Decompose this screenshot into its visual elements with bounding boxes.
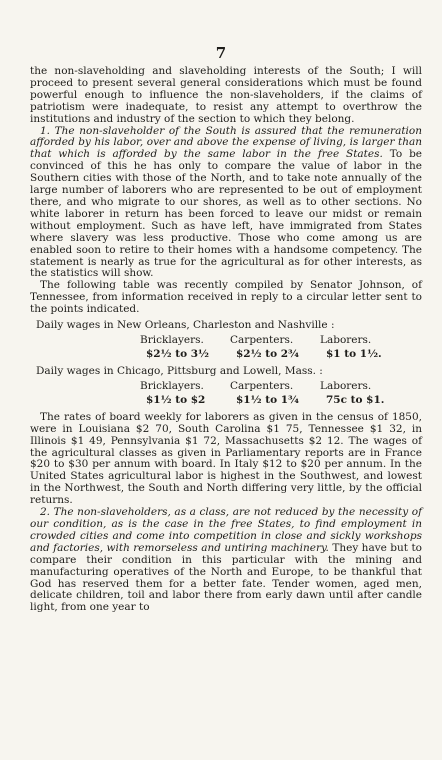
paragraph-intro: the non-slaveholding and slaveholding interests of the South; I will proceed to present several general considerations which must be found powerful enough to influence the non-slaveholders, if the claims of patriotism were inadequate, to resist any attempt to overthrow the institutions and industry of the section to which they belong.: [30, 65, 422, 125]
table-1-value-laborers: $1 to 1½.: [326, 347, 382, 360]
table-2-header-laborers: Laborers.: [320, 379, 372, 392]
paragraph-board-rates: The rates of board weekly for laborers as given in the census of 1850, were in Louisiana $2 70, South Carolina $1 75, Tennessee $1 32, in Illinois $1 49, Pennsylvania $1 72, Massachusetts $2 12. The wages of the agricultural classes as given in Parliamentary reports are in France $20 to $30 per annum with board. In Italy $12 to $20 per annum. In the United States agricultural labor is highest in the Southwest, and lowest in the Northwest, the South and North differing very little, by the official returns.: [30, 410, 422, 507]
page-number: 7: [215, 44, 227, 62]
table-1-header-bricklayers: Bricklayers.: [140, 333, 204, 346]
point-2-body: They have but to compare their condition in this particular with the mining and manufacturing operatives of the North and Europe, to be thankful that God has reserved them for a better fate. Tender women, aged men, delicate children, toil and labor there from early dawn until after candle light, from one year to: [30, 541, 422, 614]
table-1-caption: Daily wages in New Orleans, Charleston and Nashville :: [36, 319, 335, 332]
body-text: [30, 66, 422, 614]
paragraph-point-1: [30, 126, 422, 281]
paragraph-point-2: [30, 507, 422, 614]
wages-table-1: [140, 334, 422, 360]
point-1-body: To be convinced of this he has only to compare the value of labor in the Southern cities with those of the North, and to take note annually of the large number of laborers who are represented to be out of employment there, and who migrate to our shores, as well as to other sections. No white laborer in return has been forced to leave our midst or remain without employment. Such as have left, have immigrated from States where slavery was less productive. Those who come among us are enabled soon to retire to their homes with a handsome competency. The statement is nearly as true for the agricultural as for other interests, as the statistics will show.: [30, 148, 423, 280]
point-1-heading: 1. The non-slaveholder of the South is assured that the remuneration afforded by his labor, over and above the expense of living, is larger than that which is afforded by the same labor in the free States.: [30, 124, 422, 161]
table-1-value-carpenters: $2½ to 2¾: [236, 347, 299, 360]
table-1-value-bricklayers: $2½ to 3½: [146, 347, 209, 360]
wages-table-2: [140, 380, 422, 406]
table-1-header-carpenters: Carpenters.: [230, 333, 294, 346]
table-2-caption: Daily wages in Chicago, Pittsburg and Lowell, Mass. :: [36, 364, 323, 377]
table-2-value-laborers: 75c to $1.: [326, 393, 385, 406]
table-2-value-bricklayers: $1½ to $2: [146, 393, 206, 406]
table-1-header-laborers: Laborers.: [320, 333, 372, 346]
table-2-header-bricklayers: Bricklayers.: [140, 379, 204, 392]
table-2-value-carpenters: $1½ to 1¾: [236, 393, 299, 406]
table-2-header-carpenters: Carpenters.: [230, 379, 294, 392]
point-2-heading: 2. The non-slaveholders, as a class, are not reduced by the necessity of our condition, as is the case in the free States, to find employment in crowded cities and come into competition in close and sickly workshops and factories, with remorseless and untiring machinery.: [30, 506, 422, 554]
paragraph-table-intro: The following table was recently compiled by Senator Johnson, of Tennessee, from information received in reply to a circular letter sent to the points indicated.: [30, 279, 422, 316]
